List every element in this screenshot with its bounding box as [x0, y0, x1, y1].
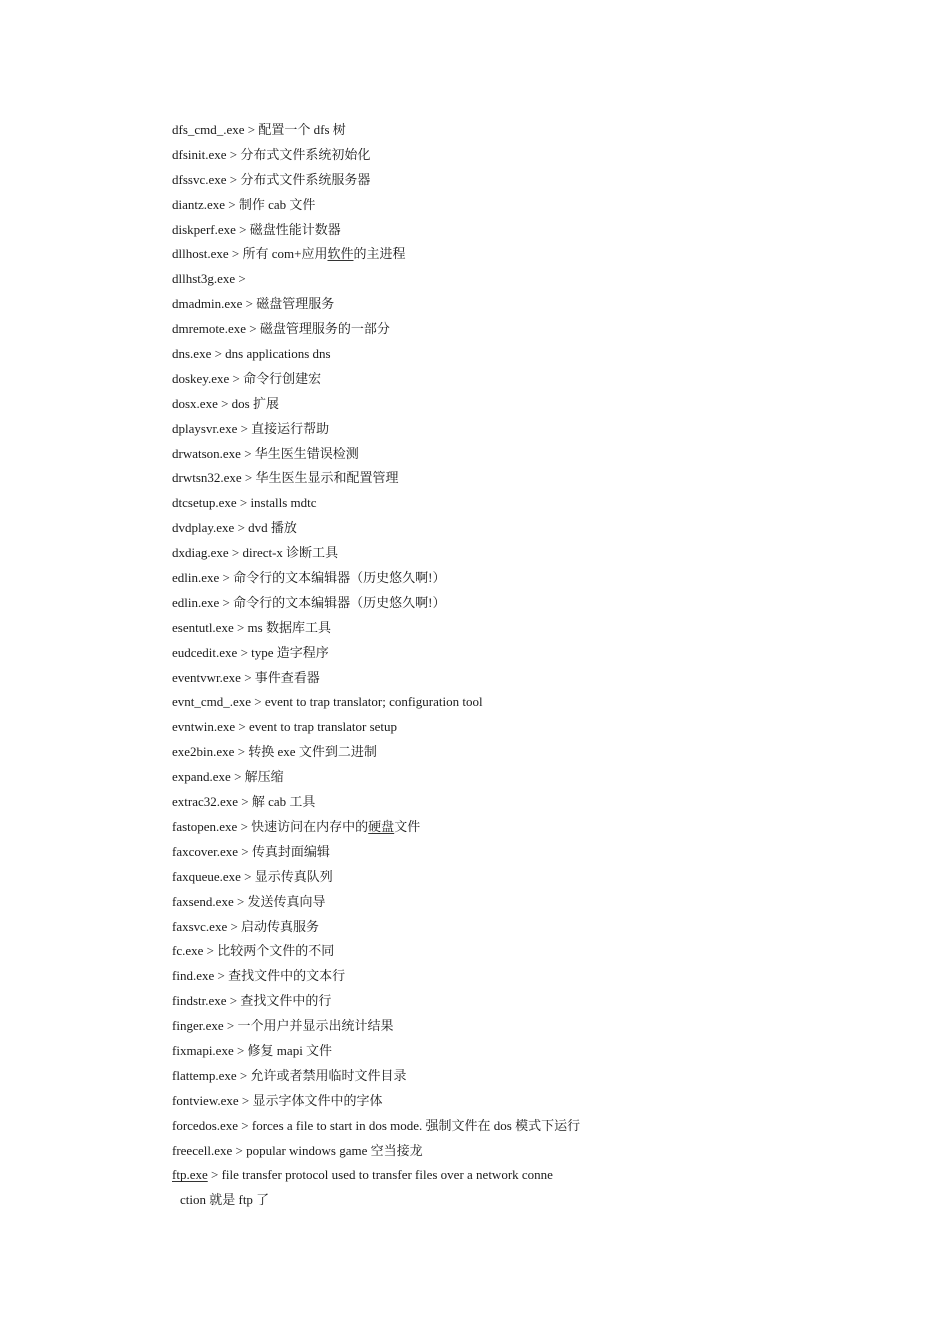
line-text: dxdiag.exe > direct-x 诊断工具 [172, 545, 339, 561]
text-line [172, 790, 872, 815]
text-line [172, 765, 872, 790]
line-text: fixmapi.exe > 修复 mapi 文件 [172, 1042, 333, 1058]
line-text: faxsend.exe > 发送传真向导 [172, 893, 326, 909]
text-line [172, 392, 872, 417]
text-line [172, 292, 872, 317]
text-line [172, 1089, 872, 1114]
line-text: evnt_cmd_.exe > event to trap translator; configuration tool [172, 694, 483, 710]
line-text: findstr.exe > 查找文件中的行 [172, 993, 332, 1009]
line-text: 的主进程 [353, 246, 406, 262]
text-line [172, 690, 872, 715]
line-text: dosx.exe > dos 扩展 [172, 395, 279, 411]
text-line [172, 466, 872, 491]
text-line [172, 118, 872, 143]
line-text: diskperf.exe > 磁盘性能计数器 [172, 221, 341, 237]
line-text: dllhost.exe > 所有 com+应用 [172, 246, 328, 262]
line-text: finger.exe > 一个用户并显示出统计结果 [172, 1018, 394, 1034]
text-line [172, 915, 872, 940]
line-text: dplaysvr.exe > 直接运行帮助 [172, 420, 330, 436]
line-text: eudcedit.exe > type 造字程序 [172, 644, 329, 660]
text-line [172, 442, 872, 467]
text-line [172, 267, 872, 292]
line-text: flattemp.exe > 允许或者禁用临时文件目录 [172, 1067, 407, 1083]
text-line [172, 1039, 872, 1064]
line-text: evntwin.exe > event to trap translator setup [172, 719, 398, 735]
line-text: dmremote.exe > 磁盘管理服务的一部分 [172, 321, 390, 337]
text-line [172, 1139, 872, 1164]
text-line [172, 417, 872, 442]
line-text: dmadmin.exe > 磁盘管理服务 [172, 296, 335, 312]
text-line [172, 939, 872, 964]
text-line [172, 989, 872, 1014]
text-line [172, 491, 872, 516]
line-text: expand.exe > 解压缩 [172, 769, 284, 785]
text-line [172, 740, 872, 765]
line-text: > file transfer protocol used to transfer files over a network conne [207, 1167, 553, 1183]
text-line [172, 1064, 872, 1089]
line-text: faxqueue.exe > 显示传真队列 [172, 868, 333, 884]
line-text: dfs_cmd_.exe > 配置一个 dfs 树 [172, 122, 346, 137]
line-text: dfssvc.exe > 分布式文件系统服务器 [172, 171, 371, 187]
text-line [172, 242, 872, 267]
text-line [172, 168, 872, 193]
line-text: fastopen.exe > 快速访问在内存中的 [172, 818, 369, 834]
text-line [172, 815, 872, 840]
text-line [172, 193, 872, 218]
line-text: forcedos.exe > forces a file to start in dos mode. 强制文件在 dos 模式下运行 [172, 1117, 581, 1133]
underlined-link-text: ftp.exe [172, 1167, 208, 1183]
text-line [172, 616, 872, 641]
line-text: exe2bin.exe > 转换 exe 文件到二进制 [172, 744, 377, 760]
text-line [172, 342, 872, 367]
line-text: edlin.exe > 命令行的文本编辑器（历史悠久啊!） [172, 594, 446, 610]
text-line [172, 218, 872, 243]
text-line [172, 840, 872, 865]
line-text: drwatson.exe > 华生医生错误检测 [172, 445, 359, 461]
text-line [172, 1163, 872, 1188]
line-text: eventvwr.exe > 事件查看器 [172, 669, 320, 685]
line-text: dvdplay.exe > dvd 播放 [172, 520, 297, 536]
line-text: diantz.exe > 制作 cab 文件 [172, 196, 316, 212]
text-line [172, 143, 872, 168]
line-text: dfsinit.exe > 分布式文件系统初始化 [172, 146, 371, 162]
text-line [172, 865, 872, 890]
line-text: esentutl.exe > ms 数据库工具 [172, 619, 331, 635]
line-text: extrac32.exe > 解 cab 工具 [172, 794, 316, 810]
text-line [172, 591, 872, 616]
line-text: fontview.exe > 显示字体文件中的字体 [172, 1092, 383, 1108]
text-line [172, 715, 872, 740]
line-text: dtcsetup.exe > installs mdtc [172, 495, 317, 511]
text-line [172, 641, 872, 666]
line-text: freecell.exe > popular windows game 空当接龙 [172, 1142, 423, 1158]
text-line [172, 516, 872, 541]
line-text: find.exe > 查找文件中的文本行 [172, 968, 346, 984]
text-line [172, 964, 872, 989]
line-text: 文件 [394, 818, 421, 834]
underlined-link-text: 软件 [327, 246, 354, 262]
line-text: faxsvc.exe > 启动传真服务 [172, 918, 320, 934]
text-line [172, 566, 872, 591]
line-text: drwtsn32.exe > 华生医生显示和配置管理 [172, 470, 399, 486]
text-line [172, 1014, 872, 1039]
line-text: faxcover.exe > 传真封面编辑 [172, 843, 330, 859]
text-line [172, 890, 872, 915]
document-body [172, 118, 872, 1213]
text-line [172, 541, 872, 566]
line-text: fc.exe > 比较两个文件的不同 [172, 943, 335, 959]
text-line [172, 1114, 872, 1139]
line-text: ction 就是 ftp 了 [180, 1192, 270, 1208]
text-line [172, 317, 872, 342]
text-line [172, 666, 872, 691]
text-line [172, 1188, 872, 1213]
line-text: dllhst3g.exe > [172, 271, 246, 287]
line-text: edlin.exe > 命令行的文本编辑器（历史悠久啊!） [172, 570, 446, 586]
line-text: doskey.exe > 命令行创建宏 [172, 370, 322, 386]
text-line [172, 367, 872, 392]
underlined-link-text: 硬盘 [368, 818, 395, 834]
line-text: dns.exe > dns applications dns [172, 346, 331, 362]
